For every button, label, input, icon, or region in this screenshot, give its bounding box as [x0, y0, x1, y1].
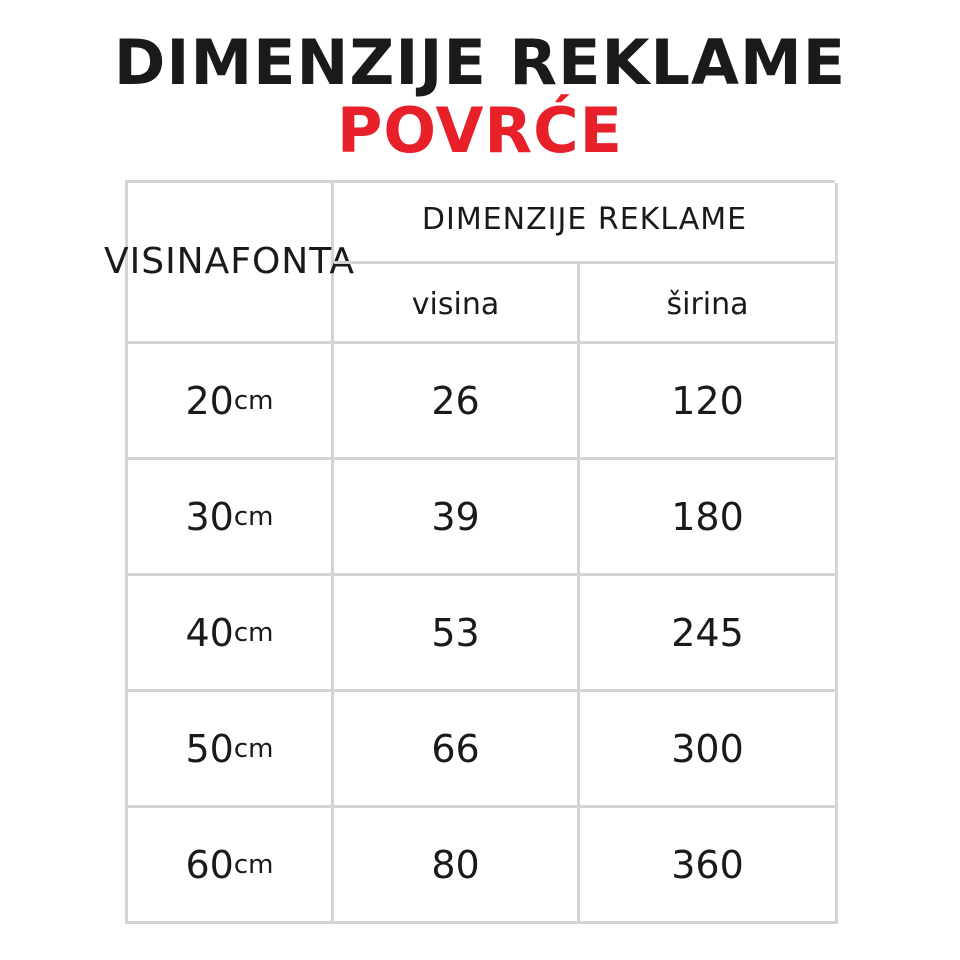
- font-size-unit: cm: [233, 501, 274, 532]
- font-size-value: 40: [185, 610, 234, 655]
- font-size-unit: cm: [233, 385, 274, 416]
- font-size-unit: cm: [233, 733, 274, 764]
- table-row-1-font-size: [128, 344, 334, 460]
- page-title: DIMENZIJE REKLAME: [113, 26, 847, 99]
- width-column-header: širina: [580, 264, 838, 344]
- page-subtitle: POVRĆE: [336, 94, 624, 167]
- table-row-4-font-size: [128, 692, 334, 808]
- table-row-5-font-size: [128, 808, 334, 924]
- table-row-3-width: 245: [580, 576, 838, 692]
- table-row-2-height: 39: [334, 460, 580, 576]
- table-row-5-height: 80: [334, 808, 580, 924]
- font-height-header: [103, 183, 356, 344]
- ad-dimensions-header: DIMENZIJE REKLAME: [334, 183, 838, 264]
- font-size-unit: cm: [233, 617, 274, 648]
- font-height-header-line1: VISINA: [103, 240, 231, 282]
- table-row-4-height: 66: [334, 692, 580, 808]
- table-row-5-width: 360: [580, 808, 838, 924]
- font-size-value: 20: [185, 378, 234, 423]
- font-size-value: 30: [185, 494, 234, 539]
- font-size-unit: cm: [233, 849, 274, 880]
- table-row-2-font-size: [128, 460, 334, 576]
- table-row-2-width: 180: [580, 460, 838, 576]
- table-row-1-width: 120: [580, 344, 838, 460]
- table-row-1-height: 26: [334, 344, 580, 460]
- table-row-3-font-size: [128, 576, 334, 692]
- dimensions-table: [103, 180, 835, 924]
- table-row-3-height: 53: [334, 576, 580, 692]
- font-size-value: 50: [185, 726, 234, 771]
- font-height-header-line2: FONTA: [230, 240, 356, 282]
- font-size-value: 60: [185, 842, 234, 887]
- height-column-header: visina: [334, 264, 580, 344]
- table-row-4-width: 300: [580, 692, 838, 808]
